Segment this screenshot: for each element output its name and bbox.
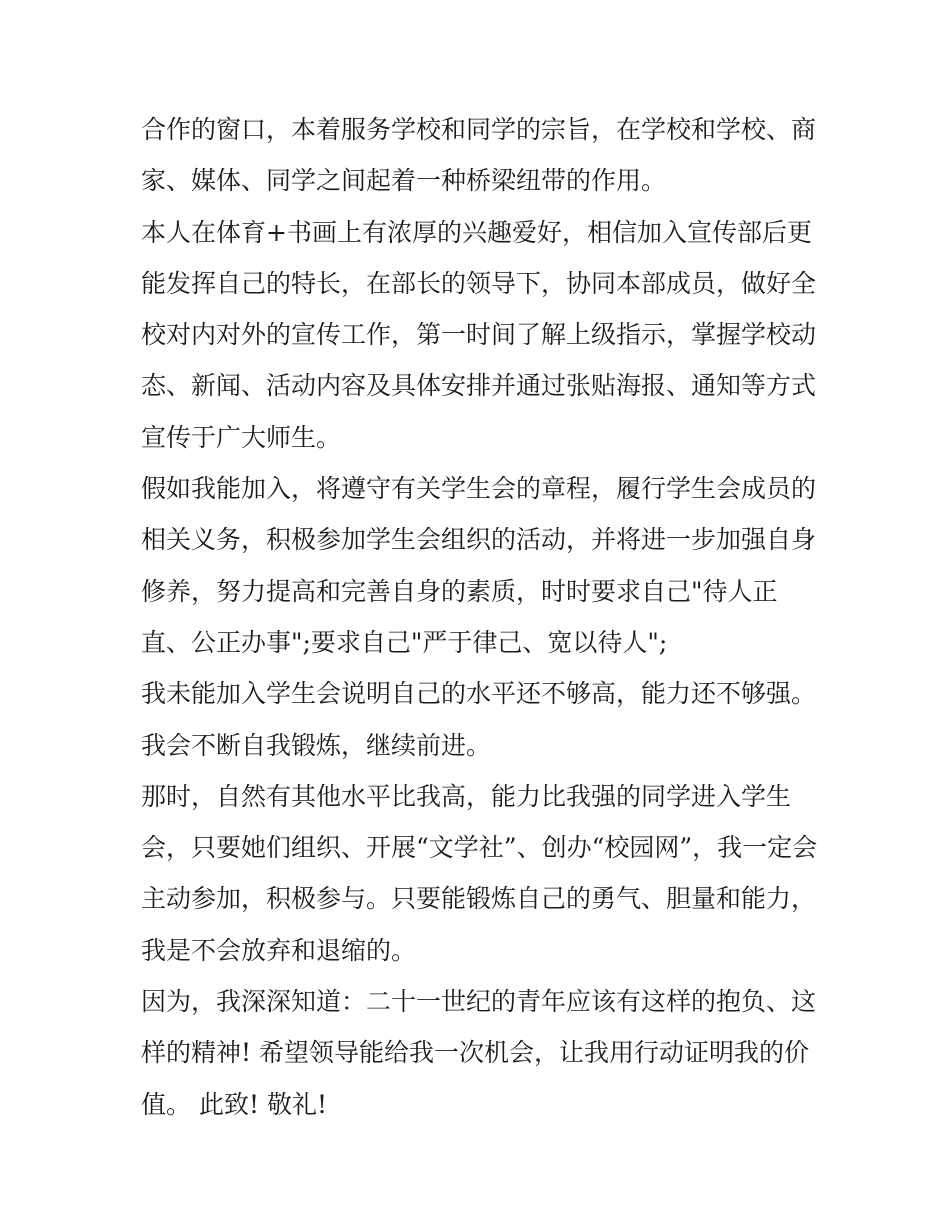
text-line: 能发挥自己的特长，在部长的领导下，协同本部成员，做好全 (141, 268, 817, 298)
text-line: 家、媒体、同学之间起着一种桥梁纽带的作用。 (141, 166, 667, 196)
text-line: 因为，我深深知道：二十一世纪的青年应该有这样的抱负、这 (141, 987, 817, 1017)
text-line: 假如我能加入，将遵守有关学生会的章程，履行学生会成员的 (141, 474, 817, 504)
text-line: 那时，自然有其他水平比我高，能力比我强的同学进入学生 (141, 781, 792, 811)
text-line: 合作的窗口，本着服务学校和同学的宗旨，在学校和学校、商 (141, 115, 817, 144)
text-line: 本人在体育+书画上有浓厚的兴趣爱好，相信加入宣传部后更 (141, 217, 812, 247)
text-line: 我是不会放弃和退缩的。 (141, 935, 417, 965)
text-line: 修养，努力提高和完善自身的素质，时时要求自己"待人正 (141, 576, 778, 606)
text-line: 样的精神! 希望领导能给我一次机会，让我用行动证明我的价 (141, 1038, 809, 1068)
text-line: 主动参加，积极参与。只要能锻炼自己的勇气、胆量和能力， (141, 884, 817, 914)
text-line: 相关义务，积极参加学生会组织的活动，并将进一步加强自身 (141, 525, 817, 555)
text-line: 直、公正办事";要求自己"严于律己、宽以待人"; (141, 627, 668, 657)
text-line: 宣传于广大师生。 (141, 422, 342, 452)
text-line: 值。 此致! 敬礼! (141, 1089, 327, 1119)
text-line: 态、新闻、活动内容及具体安排并通过张贴海报、通知等方式 (141, 371, 817, 401)
document-body (141, 104, 821, 1130)
text-line: 我未能加入学生会说明自己的水平还不够高，能力还不够强。 (141, 679, 817, 709)
text-line: 校对内对外的宣传工作，第一时间了解上级指示，掌握学校动 (141, 320, 817, 350)
text-line: 我会不断自我锻炼，继续前进。 (141, 730, 492, 760)
text-line: 会，只要她们组织、开展“文学社”、创办“校园网”，我一定会 (141, 833, 818, 863)
